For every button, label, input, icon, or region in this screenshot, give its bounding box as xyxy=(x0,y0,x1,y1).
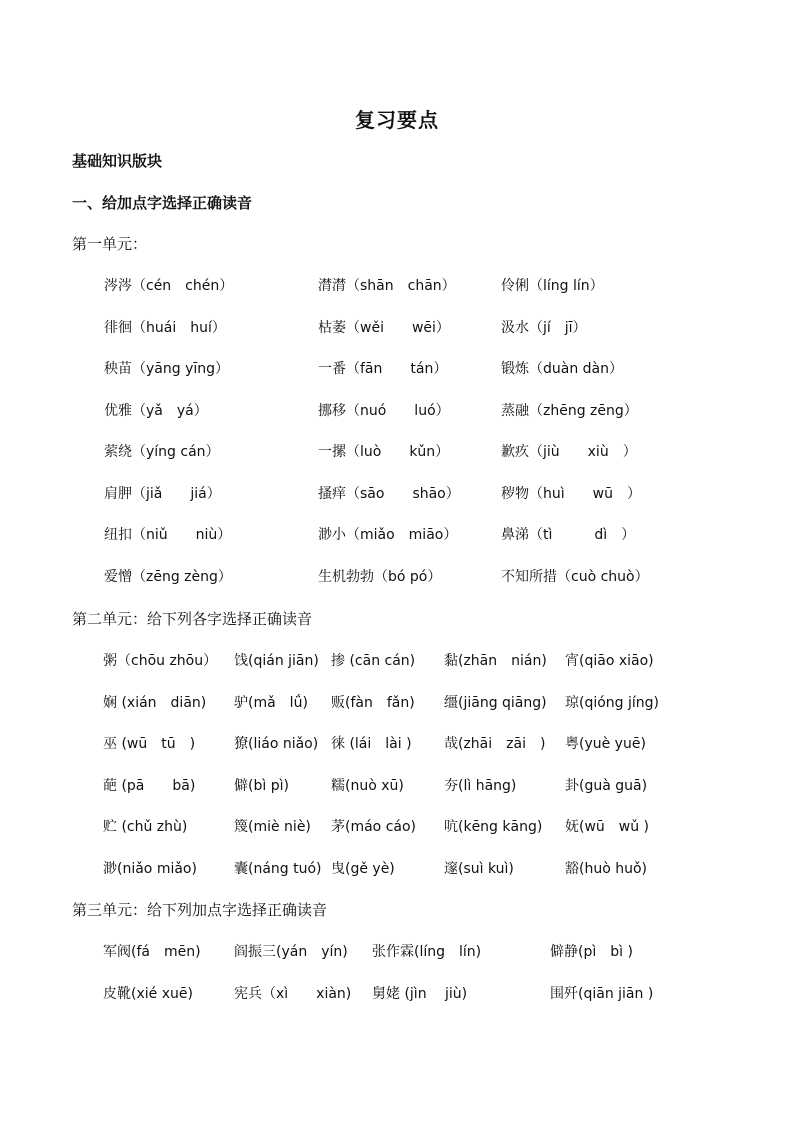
list-item: 哉(zhāi zāi ) xyxy=(444,736,546,753)
list-item: 僻(bì pì) xyxy=(234,777,289,794)
list-item: 琼(qióng jíng) xyxy=(565,694,660,711)
table-row xyxy=(0,275,794,299)
list-item: 涔涔（cén chén） xyxy=(104,278,234,294)
list-item: 徘徊（huái huí） xyxy=(104,319,226,336)
list-item: 歉疚（jiù xiù ） xyxy=(501,444,637,460)
list-item: 饯(qián jiān) xyxy=(234,653,319,669)
list-item: 不知所措（cuò chuò） xyxy=(501,568,649,585)
list-item: 曳(gě yè) xyxy=(331,861,395,877)
list-item: 粤(yuè yuē) xyxy=(565,736,646,753)
list-item: 篾(miè niè) xyxy=(234,819,311,836)
table-row xyxy=(0,524,794,548)
list-item: 舅姥 (jìn jiù) xyxy=(372,985,468,1002)
unit1-label: 第一单元： xyxy=(72,235,148,253)
list-item: 搔痒（sāo shāo） xyxy=(318,485,460,502)
table-row xyxy=(0,400,794,424)
list-item: 巫 (wū tū ) xyxy=(103,736,196,753)
list-item: 渺(niǎo miǎo) xyxy=(103,861,197,877)
list-item: 糯(nuò xū) xyxy=(331,777,404,794)
list-item: 秧苗（yāng yīng） xyxy=(104,361,230,377)
list-item: 夯(lì hāng) xyxy=(444,777,517,794)
list-item: 豁(huò huǒ) xyxy=(565,861,647,877)
list-item: 生机勃勃（bó pó） xyxy=(318,568,442,585)
table-row xyxy=(0,441,794,465)
list-item: 獠(liáo niǎo) xyxy=(234,736,319,753)
list-item: 一摞（luò kǔn） xyxy=(318,444,450,460)
list-item: 纽扣（niǔ niù） xyxy=(104,527,232,543)
unit3-label: 第三单元：给下列加点字选择正确读音 xyxy=(72,901,328,919)
list-item: 锻炼（duàn dàn） xyxy=(501,361,624,377)
list-item: 汲水（jí jī） xyxy=(501,319,587,336)
table-row xyxy=(0,483,794,507)
list-item: 掺 (cān cán) xyxy=(331,653,416,669)
list-item: 枯萎（wěi wēi） xyxy=(318,319,450,336)
list-item: 驴(mǎ lǘ) xyxy=(234,694,308,711)
section-heading: 基础知识版块 xyxy=(72,152,163,170)
unit2-label: 第二单元：给下列各字选择正确读音 xyxy=(72,610,313,628)
list-item: 吭(kēng kāng) xyxy=(444,819,543,836)
table-row xyxy=(0,941,794,965)
list-item: 挪移（nuó luó） xyxy=(318,402,450,419)
list-item: 阎振三(yán yín) xyxy=(234,944,348,960)
table-row xyxy=(0,733,794,757)
list-item: 伶俐（líng lín） xyxy=(501,278,604,294)
list-item: 徕 (lái lài ) xyxy=(331,736,412,753)
list-item: 萦绕（yíng cán） xyxy=(104,444,220,460)
list-item: 卦(guà guā) xyxy=(565,777,648,794)
table-row xyxy=(0,317,794,341)
list-item: 蒸融（zhēng zēng） xyxy=(501,402,638,419)
table-row xyxy=(0,983,794,1007)
list-item: 鼻涕（tì dì ） xyxy=(501,527,636,543)
table-row xyxy=(0,775,794,799)
list-item: 黏(zhān nián) xyxy=(444,653,547,669)
table-row xyxy=(0,650,794,674)
table-row xyxy=(0,566,794,590)
list-item: 缰(jiāng qiāng) xyxy=(444,694,547,711)
list-item: 一番（fān tán） xyxy=(318,361,448,377)
list-item: 贩(fàn fǎn) xyxy=(331,694,415,711)
list-item: 爱憎（zēng zèng） xyxy=(104,568,232,585)
list-item: 妩(wū wǔ ) xyxy=(565,819,650,836)
list-item: 贮 (chǔ zhù) xyxy=(103,819,188,836)
list-item: 囊(náng tuó) xyxy=(234,861,322,877)
list-item: 宵(qiāo xiāo) xyxy=(565,653,654,669)
page-title: 复习要点 xyxy=(355,108,439,132)
part1-heading: 一、给加点字选择正确读音 xyxy=(72,194,253,212)
table-row xyxy=(0,358,794,382)
list-item: 娴 (xián diān) xyxy=(103,694,207,711)
list-item: 宪兵（xì xiàn) xyxy=(234,985,352,1002)
list-item: 秽物（huì wū ） xyxy=(501,485,641,502)
list-item: 围歼(qiān jiān ) xyxy=(550,985,654,1002)
list-item: 肩胛（jiǎ jiá） xyxy=(104,485,221,502)
list-item: 皮靴(xié xuē) xyxy=(103,985,193,1002)
list-item: 张作霖(líng lín) xyxy=(372,944,482,960)
list-item: 优雅（yǎ yá） xyxy=(104,402,208,419)
list-item: 葩 (pā bā) xyxy=(103,777,196,794)
table-row xyxy=(0,816,794,840)
list-item: 邃(suì kuì) xyxy=(444,861,514,877)
table-row xyxy=(0,692,794,716)
list-item: 粥（chōu zhōu） xyxy=(103,653,218,669)
list-item: 僻静(pì bì ) xyxy=(550,944,633,960)
table-row xyxy=(0,858,794,882)
list-item: 军阀(fá mēn) xyxy=(103,944,201,960)
list-item: 茅(máo cáo) xyxy=(331,819,416,836)
list-item: 潸潸（shān chān） xyxy=(318,278,456,294)
list-item: 渺小（miǎo miāo） xyxy=(318,527,458,543)
